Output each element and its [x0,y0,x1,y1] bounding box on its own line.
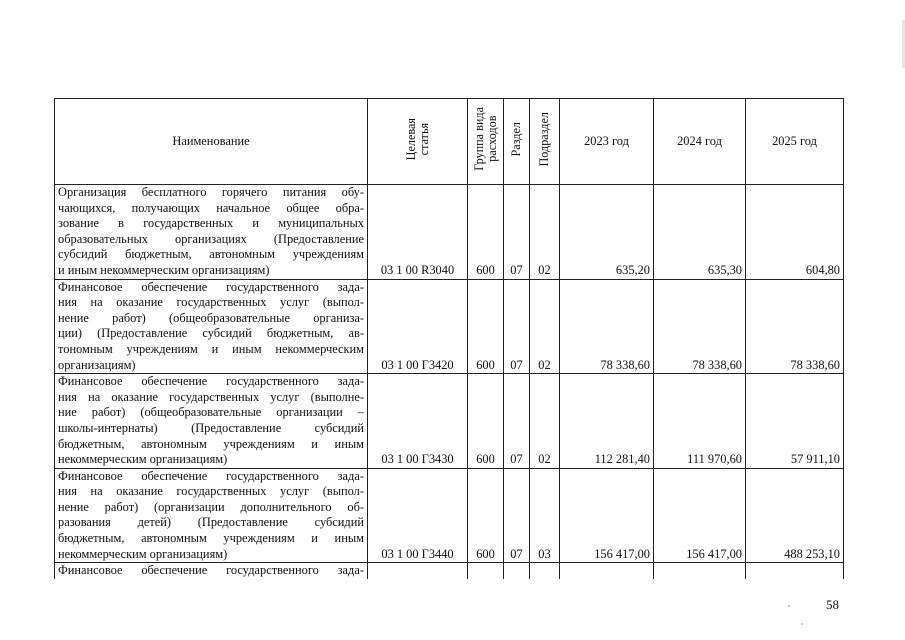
row-name-line: ние работ) (общеобразовательные организации – [58,405,364,420]
row-value-2024: 635,30 [654,185,746,280]
row-target-article: 03 1 00 R3040 [368,185,468,280]
row-target-article [368,563,468,579]
budget-table [54,98,844,579]
row-name-line: и иным некоммерческим организациям) [58,262,270,277]
header-group-line2: расходов [484,116,499,163]
row-name-line: некоммерческим организациям) [58,452,228,467]
header-expense-group [468,99,504,185]
header-2024: 2024 год [654,99,746,185]
header-section-label: Раздел [509,121,523,157]
row-expense-group: 600 [468,468,504,563]
row-name-line: бюджетным, автономным учреждениям и иным [58,531,364,546]
row-section: 07 [504,185,530,280]
row-value-2023: 156 417,00 [560,468,654,563]
row-name-line: ния на оказание государственных услуг (выпол- [58,295,364,310]
row-name-line: субсидий бюджетным, автономным учреждениям [58,247,364,262]
row-value-2025: 57 911,10 [746,374,844,469]
row-value-2024: 111 970,60 [654,374,746,469]
row-expense-group: 600 [468,374,504,469]
row-expense-group [468,563,504,579]
row-name-line: Организация бесплатного горячего питания обу- [58,185,364,199]
row-name-line: тономным учреждениям и иным некоммерческим [58,341,364,356]
row-section: 07 [504,468,530,563]
row-name-line: чающихся, получающих начальное общее обра- [58,200,364,215]
header-group-line1: Группа вида [471,107,486,172]
row-name [55,374,368,469]
header-target-line1: Целевая [403,118,418,161]
row-value-2023: 112 281,40 [560,374,654,469]
row-subsection: 02 [530,374,560,469]
header-section [504,99,530,185]
row-name-line: разования детей) (Предоставление субсидий [58,515,364,530]
row-section [504,563,530,579]
row-name-line: ния на оказание государственных услуг (выполне- [58,389,364,404]
header-subsection [530,99,560,185]
row-target-article: 03 1 00 Г3440 [368,468,468,563]
row-subsection: 03 [530,468,560,563]
row-name-line: школы-интернаты) (Предоставление субсидий [58,420,364,435]
row-name-line: зование в государственных и муниципальных [58,216,364,231]
row-name-line: Финансовое обеспечение государственного зада- [58,374,364,389]
page-number: 58 [826,597,839,612]
row-subsection: 02 [530,185,560,280]
row-name-line: организациям) [58,357,136,372]
header-target-article [368,99,468,185]
table-row [55,468,844,563]
row-name-line: Финансовое обеспечение государственного зада- [58,468,364,483]
row-name-line: бюджетным, автономным учреждениям и иным [58,436,364,451]
scan-speck [801,623,803,625]
row-value-2023: 635,20 [560,185,654,280]
row-name-line: ции) (Предоставление субсидий бюджетным, ав- [58,326,364,341]
row-target-article: 03 1 00 Г3430 [368,374,468,469]
header-2025: 2025 год [746,99,844,185]
table-header-row [55,99,844,185]
table-row-partial [55,563,844,579]
header-name: Наименование [55,99,368,185]
table-row [55,374,844,469]
row-name [55,279,368,374]
header-target-line2: статья [416,122,431,156]
row-name-line: Финансовое обеспечение государственного зада- [58,563,364,578]
row-name-line: нение работ) (организации дополнительного об- [58,499,364,514]
row-value-2023 [560,563,654,579]
row-expense-group: 600 [468,185,504,280]
row-name-line: некоммерческим организациям) [58,546,228,561]
row-value-2023: 78 338,60 [560,279,654,374]
row-value-2024: 156 417,00 [654,468,746,563]
row-section: 07 [504,279,530,374]
row-name-line: ния на оказание государственных услуг (выпол- [58,484,364,499]
row-value-2025: 488 253,10 [746,468,844,563]
row-value-2025: 78 338,60 [746,279,844,374]
row-value-2025 [746,563,844,579]
row-name [55,185,368,280]
row-value-2025: 604,80 [746,185,844,280]
row-name-line: нение работ) (общеобразовательные организа- [58,310,364,325]
table-row [55,279,844,374]
row-name-line: Финансовое обеспечение государственного зада- [58,279,364,294]
row-name-line: образовательных организациях (Предоставление [58,231,364,246]
row-subsection: 02 [530,279,560,374]
scan-speck [788,605,790,607]
header-2023: 2023 год [560,99,654,185]
row-value-2024 [654,563,746,579]
row-name [55,468,368,563]
row-section: 07 [504,374,530,469]
row-target-article: 03 1 00 Г3420 [368,279,468,374]
row-name [55,563,368,579]
row-value-2024: 78 338,60 [654,279,746,374]
header-subsection-label: Подраздел [537,111,551,167]
row-subsection [530,563,560,579]
row-expense-group: 600 [468,279,504,374]
table-row [55,185,844,280]
